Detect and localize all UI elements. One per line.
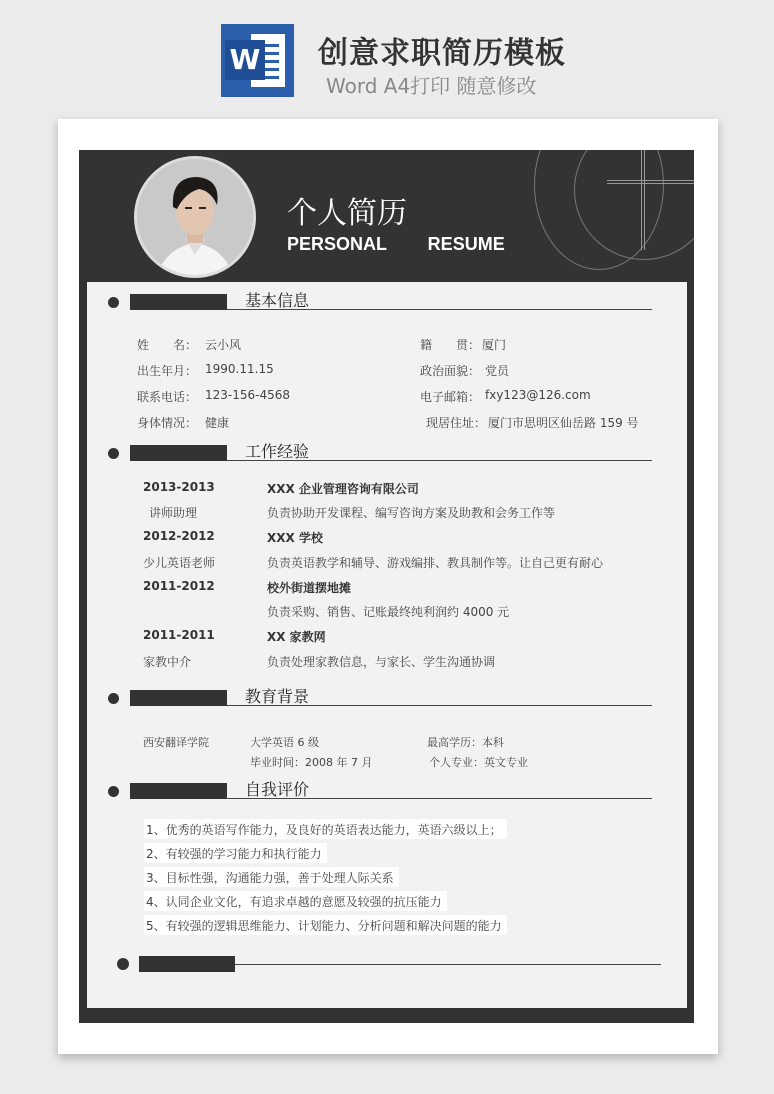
section-title: 基本信息 [245,291,310,310]
resume-body [87,282,687,1008]
profile-photo [134,156,256,278]
section-dot [108,693,119,704]
portrait-icon [137,159,253,275]
section-dot [108,448,119,459]
name-label: 姓 名： [137,338,198,352]
section-self-evaluation [87,777,687,801]
banner-subtitle: Word A4打印 随意修改 [326,74,537,98]
section-title: 自我评价 [245,780,310,799]
work-role: 家教中介 [143,655,192,669]
resume-document [79,150,694,1023]
email-value: fxy123@126.com [485,388,591,402]
address-label: 现居住址： [426,416,487,430]
footer-line [235,964,661,965]
footer-bar [139,956,235,972]
edu-cet: 大学英语 6 级 [250,736,319,749]
decorative-cross-vertical [641,150,645,250]
section-bar [130,690,227,706]
work-period: 2011-2012 [143,579,215,593]
origin-value: 厦门 [482,338,507,352]
birth-value: 1990.11.15 [205,362,274,376]
section-title: 工作经验 [245,442,310,461]
self-eval-item: 3、目标性强，沟通能力强，善于处理人际关系 [144,867,399,887]
work-period: 2013-2013 [143,480,215,494]
word-letter: W [225,40,265,80]
self-eval-item: 2、有较强的学习能力和执行能力 [144,843,327,863]
section-dot [108,297,119,308]
work-company: 校外街道摆地摊 [267,581,352,595]
section-bar [130,294,227,310]
work-company: XXX 企业管理咨询有限公司 [267,482,419,496]
section-work-experience [87,439,687,463]
work-period: 2011-2011 [143,628,215,642]
work-description: 负责处理家教信息，与家长、学生沟通协调 [267,655,496,669]
section-education [87,684,687,708]
decorative-cross-horizontal [607,180,694,184]
work-description: 负责协助开发课程、编写咨询方案及助教和会务工作等 [267,506,556,520]
email-label: 电子邮箱： [420,390,481,404]
edu-graduation: 毕业时间：2008 年 7 月 [250,756,373,769]
work-role: 少儿英语老师 [143,556,216,570]
template-banner [0,0,774,118]
work-description: 负责英语教学和辅导、游戏编排、教具制作等。让自己更有耐心 [267,556,604,570]
health-value: 健康 [205,416,230,430]
work-role: 讲师助理 [149,506,198,520]
edu-school: 西安翻译学院 [143,736,209,749]
address-value: 厦门市思明区仙岳路 159 号 [488,416,639,430]
work-period: 2012-2012 [143,529,215,543]
paper-sheet [58,119,718,1054]
edu-major: 个人专业：英文专业 [429,756,528,769]
self-eval-item: 1、优秀的英语写作能力，及良好的英语表达能力，英语六级以上； [144,819,507,839]
work-company: XXX 学校 [267,531,323,545]
work-company: XX 家教网 [267,630,326,644]
edu-degree: 最高学历：本科 [427,736,504,749]
self-eval-item: 4、认同企业文化，有追求卓越的意愿及较强的抗压能力 [144,891,447,911]
section-dot [108,786,119,797]
section-title: 教育背景 [245,687,310,706]
resume-subtitle: PERSONAL RESUME [287,234,505,254]
origin-label: 籍 贯： [420,338,481,352]
section-bar [130,445,227,461]
phone-label: 联系电话： [137,390,198,404]
section-bar [130,783,227,799]
politics-label: 政治面貌： [420,364,481,378]
banner-title: 创意求职简历模板 [318,36,566,71]
footer-dot [117,958,129,970]
work-description: 负责采购、销售、记账最终纯利润约 4000 元 [267,605,510,619]
health-label: 身体情况： [137,416,198,430]
self-eval-item: 5、有较强的逻辑思维能力、计划能力、分析问题和解决问题的能力 [144,915,507,935]
politics-value: 党员 [485,364,510,378]
birth-label: 出生年月： [137,364,198,378]
section-basic-info [87,288,687,312]
name-value: 云小风 [205,338,242,352]
word-app-icon [221,24,294,97]
phone-value: 123-156-4568 [205,388,291,402]
resume-title: 个人简历 [287,196,407,231]
